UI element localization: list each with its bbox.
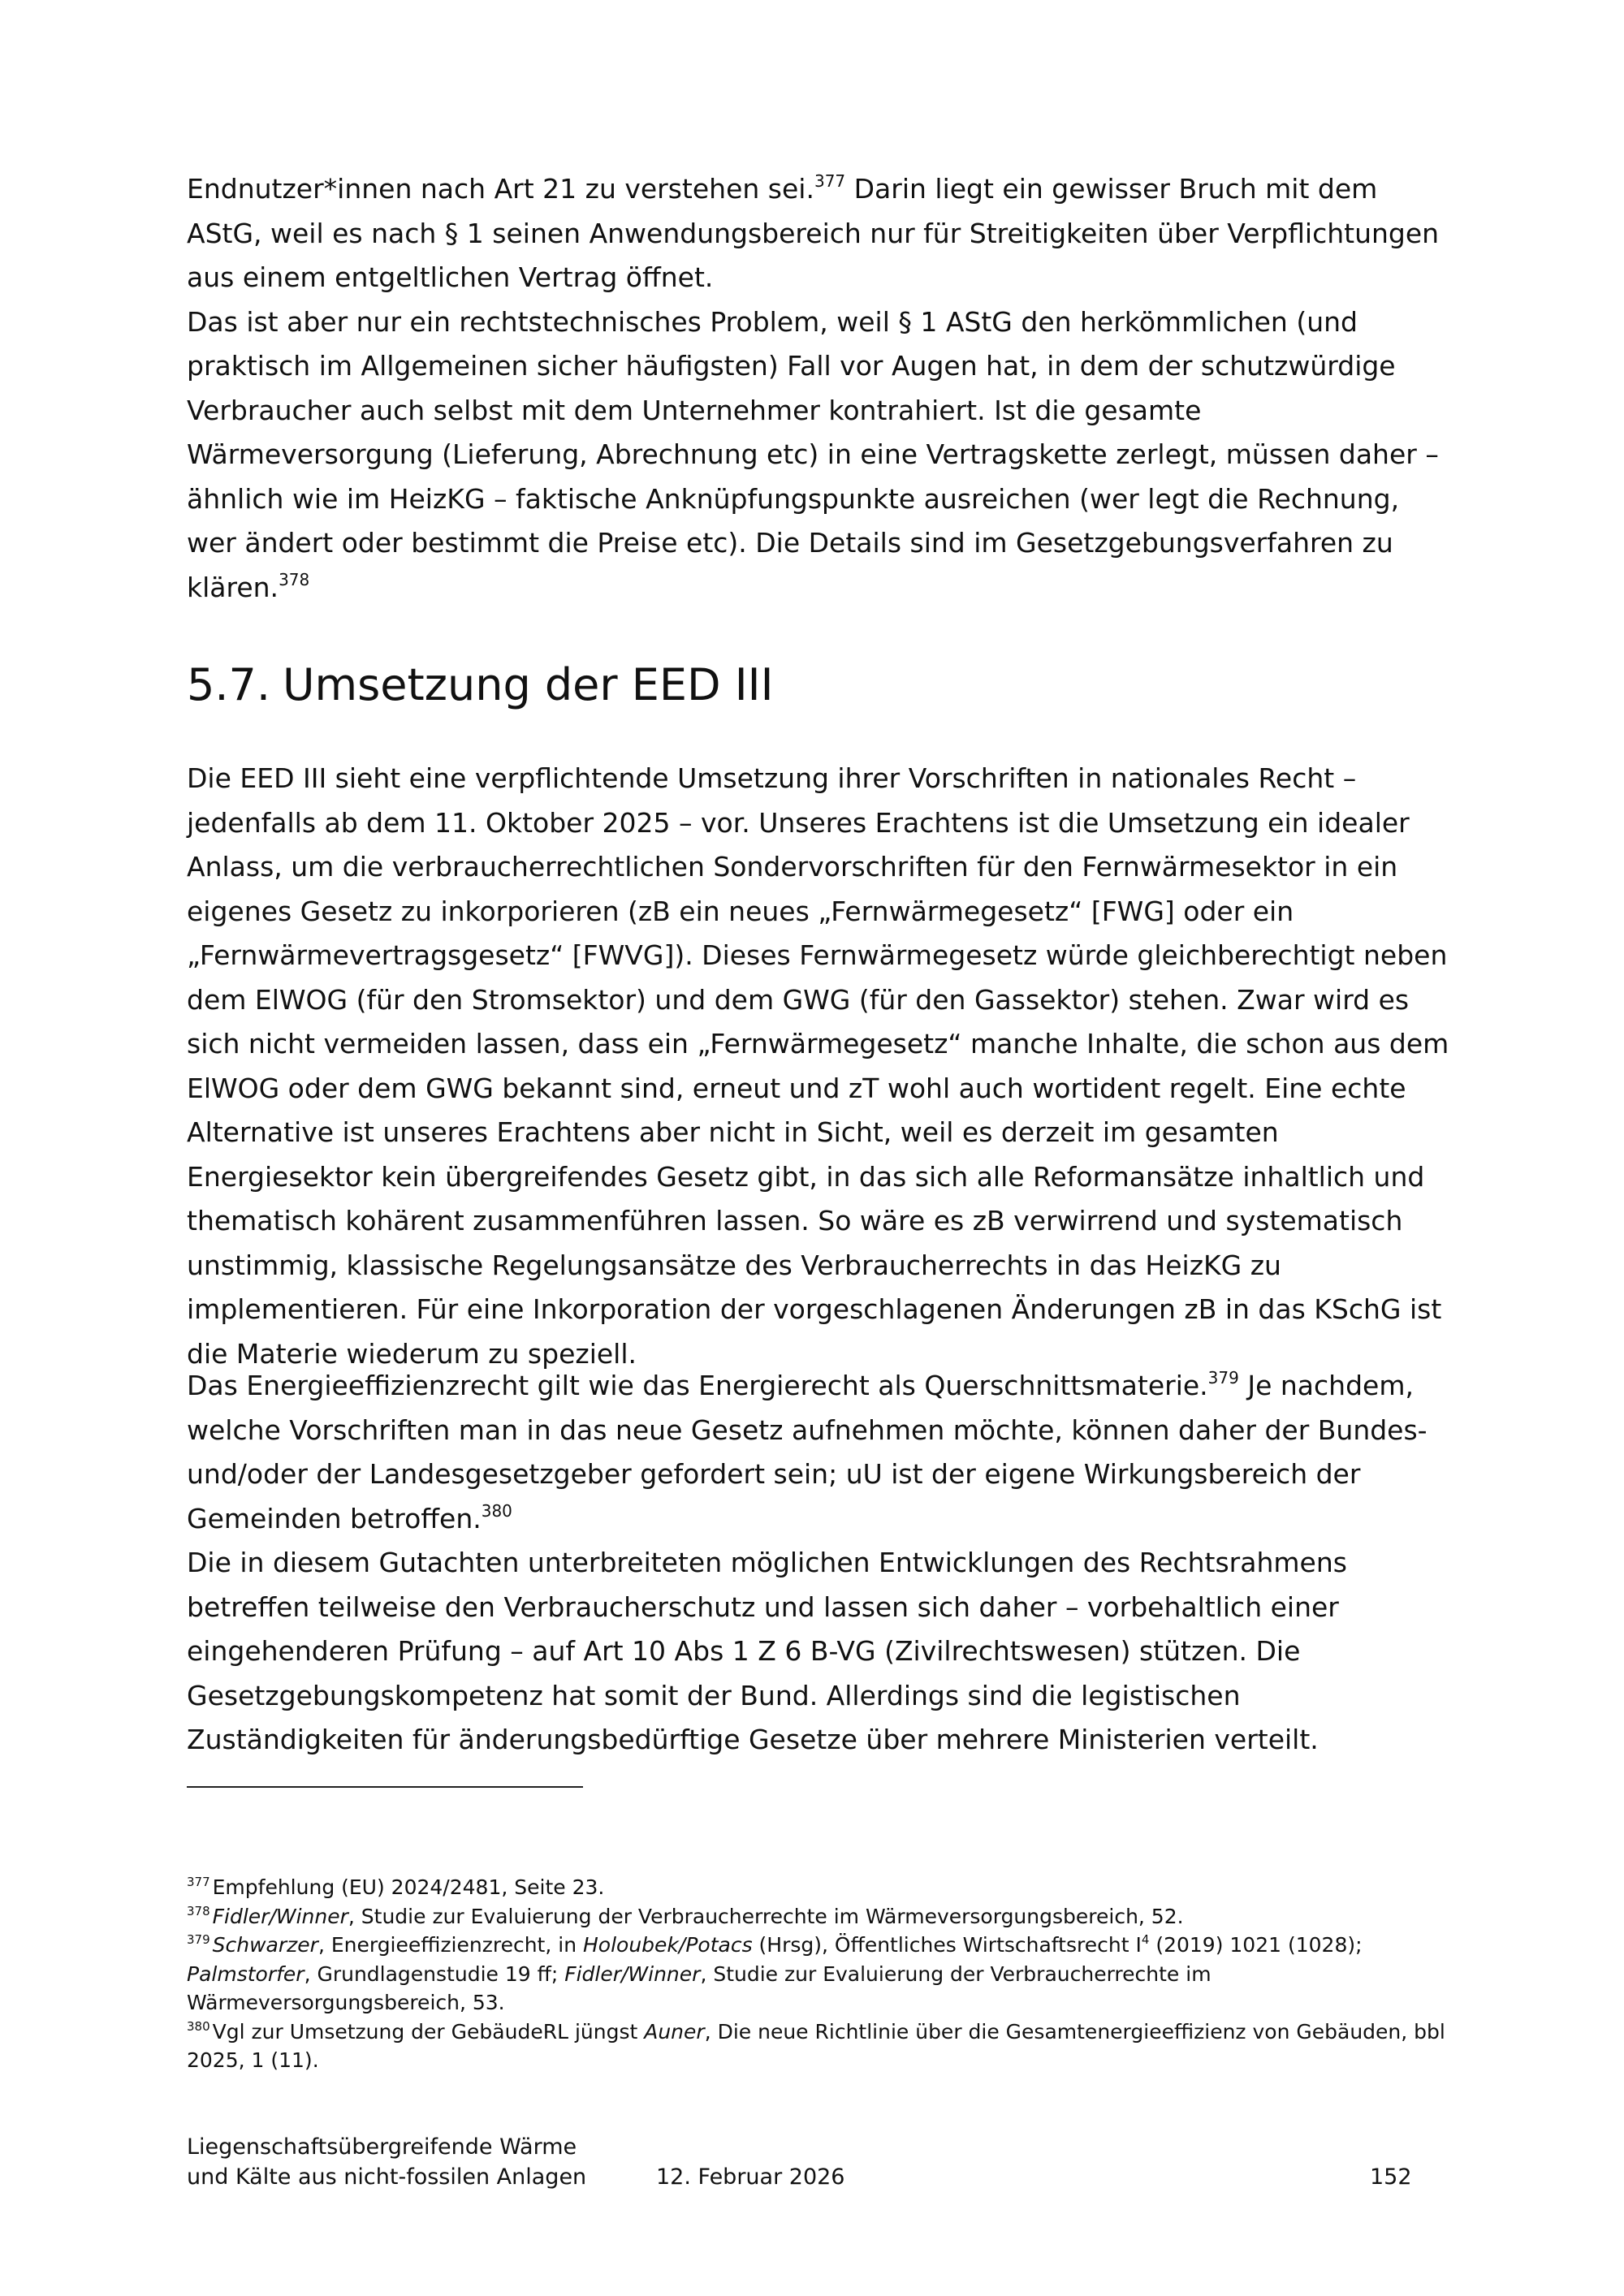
page-number: 152 — [1370, 2164, 1412, 2190]
footnote-number: 378 — [187, 1903, 210, 1918]
footnote-text: (Hrsg), Öffentliches Wirtschaftsrecht I — [752, 1933, 1142, 1957]
footnote-text: , Grundlagenstudie 19 ff; — [304, 1962, 565, 1986]
text-run: Das Energieeffizienzrecht gilt wie das Energierecht als Querschnittsmaterie. — [187, 1370, 1208, 1401]
footnote-380 — [187, 2018, 1453, 2075]
footnote-text: Vgl zur Umsetzung der GebäudeRL jüngst — [212, 2019, 645, 2044]
footnotes-list — [187, 1873, 1453, 2075]
text-run: Je nachdem, welche Vorschriften man in das neue Gesetz aufnehmen möchte, können daher der Bundes- und/oder der Landesgesetzgeber gefordert sein; uU ist der eigene Wirkungsbereich der Gemeinden betroffen. — [187, 1370, 1427, 1534]
footnote-ref-380[interactable]: 380 — [481, 1500, 512, 1521]
footnote-author: Palmstorfer — [187, 1962, 304, 1986]
edition-superscript: 4 — [1141, 1932, 1150, 1947]
footnote-ref-377[interactable]: 377 — [814, 171, 846, 191]
footnote-text: Empfehlung (EU) 2024/2481, Seite 23. — [212, 1875, 605, 1899]
intro-paragraph-1 — [187, 167, 1453, 300]
footer-date: 12. Februar 2026 — [656, 2164, 845, 2190]
footnote-author: Schwarzer — [212, 1933, 318, 1957]
section-heading — [187, 656, 1453, 714]
intro-paragraph-2 — [187, 300, 1453, 611]
footer-title-line-1: Liegenschaftsübergreifende Wärme — [187, 2134, 577, 2160]
section-title: Umsetzung der EED III — [283, 659, 774, 710]
footnote-number: 377 — [187, 1875, 210, 1889]
eed-section — [187, 757, 1453, 1376]
footnote-ref-378[interactable]: 378 — [279, 569, 310, 589]
footnote-number: 379 — [187, 1932, 210, 1947]
text-run: Die in diesem Gutachten unterbreiteten möglichen Entwicklungen des Rechtsrahmens betreffen teilweise den Verbraucherschutz und lassen sich daher – vorbehaltlich einer eingehenderen Prüfung – auf Art 10 Abs 1 Z 6 B-VG (Zivilrechtswesen) stützen. Die Gesetzgebungskompetenz hat somit der Bund. Allerdings sind die legistischen Zuständigkeiten für änderungsbedürftige Gesetze über mehrere Ministerien verteilt. — [187, 1547, 1347, 1755]
footnote-text: , Studie zur Evaluierung der Verbraucherrechte im Wärmeversorgungsbereich, 52. — [348, 1904, 1184, 1928]
text-run: Das ist aber nur ein rechtstechnisches Problem, weil § 1 AStG den herkömmlichen (und praktisch im Allgemeinen sicher häufigsten) Fall vor Augen hat, in dem der schutzwürdige Verbraucher auch selbst mit dem Unternehmer kontrahiert. Ist die gesamte Wärmeversorgung (Lieferung, Abrechnung etc) in eine Vertragskette zerlegt, müssen daher – ähnlich wie im HeizKG – faktische Anknüpfungspunkte ausreichen (wer legt die Rechnung, wer ändert oder bestimmt die Preise etc). Die Details sind im Gesetzgebungsverfahren zu klären. — [187, 305, 1439, 603]
footer-title-line-2: und Kälte aus nicht-fossilen Anlagen — [187, 2164, 587, 2190]
page-footer — [187, 2132, 1462, 2197]
footnote-author: Holoubek/Potacs — [583, 1933, 753, 1957]
footnote-text: (2019) 1021 (1028); — [1149, 1933, 1363, 1957]
footnote-author: Auner — [644, 2019, 705, 2044]
footnote-379 — [187, 1931, 1453, 2018]
section-number: 5.7. — [187, 659, 271, 710]
text-run: Darin liegt ein gewisser Bruch mit dem AStG, weil es nach § 1 seinen Anwendungsbereich nur für Streitigkeiten über Verpflichtungen aus einem entgeltlichen Vertrag öffnet. — [187, 173, 1440, 293]
footnote-author: Fidler/Winner — [564, 1962, 701, 1986]
footnote-378 — [187, 1902, 1453, 1931]
footnote-author: Fidler/Winner — [212, 1904, 348, 1928]
footer-document-title — [187, 2132, 586, 2192]
footnote-number: 380 — [187, 2018, 210, 2034]
footnote-ref-379[interactable]: 379 — [1207, 1368, 1239, 1388]
footnote-text: , Die neue Richtlinie über die Gesamtenergieeffizienz von Gebäuden, bbl 2025, 1 (11). — [187, 2019, 1445, 2072]
kompetenz-paragraph — [187, 1364, 1453, 1763]
footnote-divider — [187, 1786, 583, 1788]
footnote-text: , Studie zur Evaluierung der Verbraucherrechte im Wärmeversorgungsbereich, 53. — [187, 1962, 1212, 2014]
footnote-text: , Energieeffizienzrecht, in — [317, 1933, 583, 1957]
text-run: Endnutzer*innen nach Art 21 zu verstehen sei. — [187, 173, 814, 205]
intro-section — [187, 167, 1453, 610]
eed-paragraph: Die EED III sieht eine verpflichtende Umsetzung ihrer Vorschriften in nationales Recht – jedenfalls ab dem 11. Oktober 2025 – vor. Unseres Erachtens ist die Umsetzung ein idealer Anlass, um die verbraucherrechtlichen Sondervorschriften für den Fernwärmesektor in ein eigenes Gesetz zu inkorporieren (zB ein neues „Fernwärmegesetz“ [FWG] oder ein „Fernwärmevertragsgesetz“ [FWVG]). Dieses Fernwärmegesetz würde gleichberechtigt neben dem ElWOG (für den Stromsektor) und dem GWG (für den Gassektor) stehen. Zwar wird es sich nicht vermeiden lassen, dass ein „Fernwärmegesetz“ manche Inhalte, die schon aus dem ElWOG oder dem GWG bekannt sind, erneut und zT wohl auch wortident regelt. Eine echte Alternative ist unseres Erachtens aber nicht in Sicht, weil es derzeit im gesamten Energiesektor kein übergreifendes Gesetz gibt, in das sich alle Reformansätze inhaltlich und thematisch kohärent zusammenführen lassen. So wäre es zB verwirrend und systematisch unstimmig, klassische Regelungsansätze des Verbraucherrechts in das HeizKG zu implementieren. Für eine Inkorporation der vorgeschlagenen Änderungen zB in das KSchG ist die Materie wiederum zu speziell. — [187, 762, 1449, 1370]
kompetenz-section — [187, 1364, 1453, 1763]
footnote-377 — [187, 1873, 1453, 1902]
